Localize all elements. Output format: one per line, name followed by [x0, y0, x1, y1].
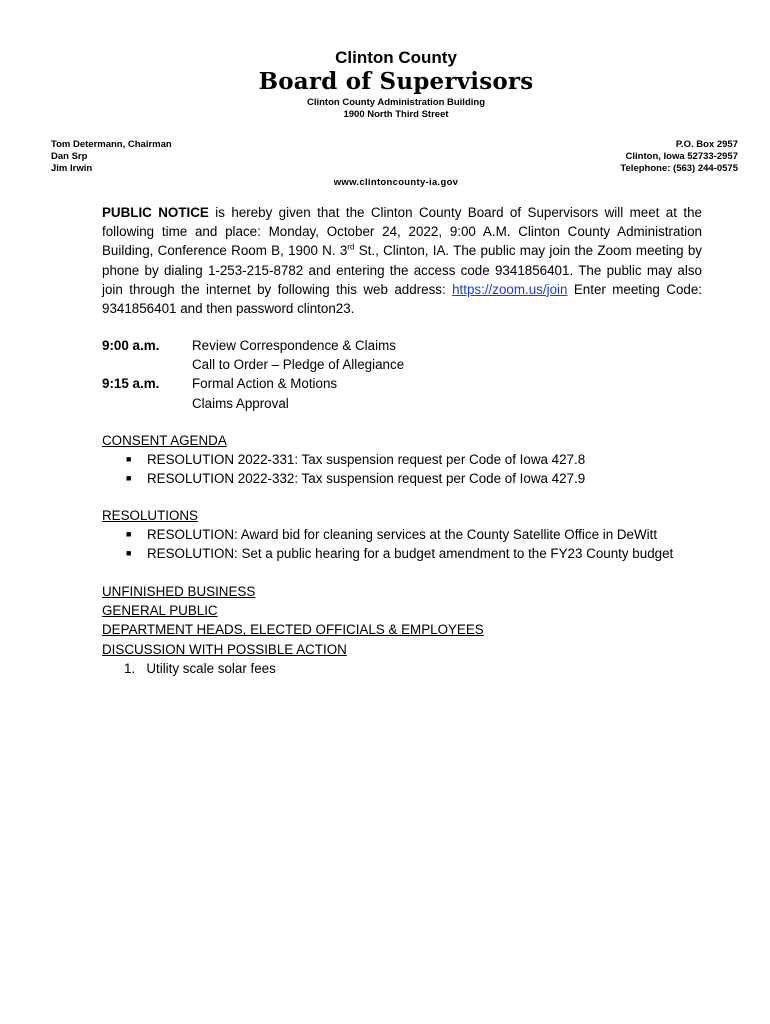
- resolutions: [102, 506, 673, 564]
- bullet-icon: ■: [126, 454, 132, 465]
- resolution-item: RESOLUTION: Award bid for cleaning services at the County Satellite Office in DeWitt: [147, 527, 658, 543]
- notice-text-3: Enter meeting Code: 9341856401 and then password clinton23.: [102, 281, 703, 317]
- list-item: [102, 450, 585, 469]
- schedule-item: Claims Approval: [192, 395, 289, 411]
- members-list: [51, 139, 172, 175]
- bullet-icon: ■: [126, 548, 132, 559]
- schedule-time: [102, 355, 192, 374]
- list-item: [102, 544, 673, 563]
- consent-agenda: [102, 431, 585, 489]
- closing-sections: [102, 582, 484, 678]
- member: Dan Srp: [51, 151, 88, 162]
- department-heads-heading: DEPARTMENT HEADS, ELECTED OFFICIALS & EMPLOYEES: [102, 622, 484, 638]
- discussion-item: 1. Utility scale solar fees: [124, 660, 276, 676]
- building-name: Clinton County Administration Building: [306, 97, 485, 108]
- schedule-item: Formal Action & Motions: [192, 376, 338, 392]
- schedule-time: 9:00 a.m.: [102, 338, 160, 353]
- contact-info: [620, 139, 738, 175]
- schedule-row: [102, 374, 404, 393]
- schedule-row: [102, 355, 404, 374]
- street-address: 1900 North Third Street: [343, 109, 449, 120]
- schedule-row: [102, 336, 404, 355]
- board-title: Board of Supervisors: [258, 68, 534, 95]
- unfinished-business-heading: UNFINISHED BUSINESS: [102, 584, 256, 599]
- discussion-heading: DISCUSSION WITH POSSIBLE ACTION: [102, 641, 347, 657]
- schedule-item: Review Correspondence & Claims: [192, 338, 396, 353]
- public-notice: [102, 203, 702, 318]
- member-chairman: Tom Determann, Chairman: [51, 139, 172, 150]
- schedule-time: [102, 394, 192, 413]
- notice-text-1: is hereby given that the Clinton County Board of Supervisors will meet at the following time and place: Monday, October 24, 2022, 9:00 A.M. Clinton County Administration Building, Conference Room B, 1900 N. 3: [102, 205, 702, 259]
- bullet-icon: ■: [126, 473, 132, 484]
- zoom-link[interactable]: https://zoom.us/join: [452, 281, 568, 297]
- schedule-time: 9:15 a.m.: [102, 376, 160, 392]
- schedule-row: [102, 394, 404, 413]
- telephone: Telephone: (563) 244-0575: [620, 163, 738, 174]
- ordinal-suffix: rd: [347, 242, 355, 252]
- bullet-icon: ■: [126, 529, 132, 540]
- resolution-item: RESOLUTION: Set a public hearing for a budget amendment to the FY23 County budget: [147, 546, 674, 562]
- list-item: [102, 525, 673, 544]
- consent-heading: CONSENT AGENDA: [102, 433, 227, 448]
- schedule: [102, 336, 404, 413]
- member: Jim Irwin: [51, 163, 93, 174]
- consent-item: RESOLUTION 2022-331: Tax suspension request per Code of Iowa 427.8: [147, 452, 586, 468]
- notice-lead: PUBLIC NOTICE: [102, 205, 209, 220]
- schedule-item: Call to Order – Pledge of Allegiance: [192, 357, 405, 373]
- notice-text-2: St., Clinton, IA. The public may join the Zoom meeting by phone by dialing 1-253-215-8782 and entering the access code 9341856401. The public may also join through the internet by following this web address:: [102, 243, 702, 297]
- resolutions-heading: RESOLUTIONS: [102, 508, 198, 523]
- city-state-zip: Clinton, Iowa 52733-2957: [625, 151, 738, 162]
- consent-item: RESOLUTION 2022-332: Tax suspension request per Code of Iowa 427.9: [147, 471, 586, 487]
- general-public-heading: GENERAL PUBLIC: [102, 603, 218, 619]
- website: www.clintoncounty-ia.gov: [333, 177, 459, 188]
- po-box: P.O. Box 2957: [675, 139, 738, 150]
- county-name: Clinton County: [335, 48, 457, 67]
- list-item: [102, 469, 585, 488]
